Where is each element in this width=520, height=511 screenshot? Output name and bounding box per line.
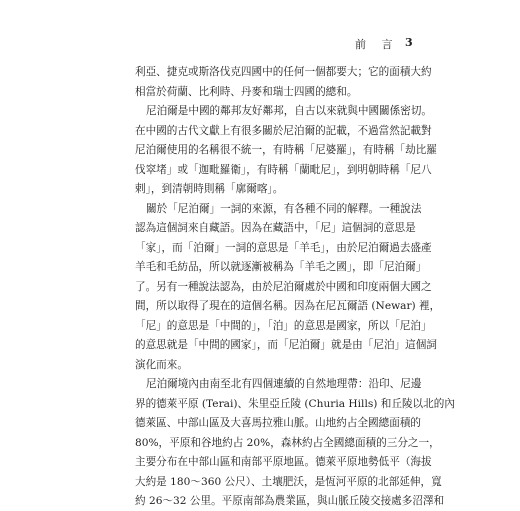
text-line: 德萊區、中部山區及大喜馬拉雅山脈。山地約占全國總面積的 [135,417,422,429]
text-line: 的意思就是「中間的國家」，而「尼泊爾」就是由「尼泊」這個詞 [135,339,437,351]
text-line: 80%，平原和谷地約占 20%，森林約占全國總面積的三分之一， [135,436,440,449]
text-line: 大約是 180～360 公尺）、土壤肥沃，是恆河平原的北部延伸，寬 [135,475,442,488]
text-line: 尼泊爾境內由南至北有四個連續的自然地理帶：沿印、尼邊 [146,378,422,390]
text-line: 剌」，到清朝時則稱「廓爾喀」。 [135,183,284,195]
page-number: 3 [405,36,413,49]
text-line: 在中國的古代文獻上有很多關於尼泊爾的記載，不過當然記載對 [135,124,432,137]
text-line: 伐窣堵」或「迦毗羅衛」，有時稱「蘭毗尼」，到明朝時稱「尼八 [135,163,432,176]
text-line: 主要分布在中部山區和南部平原地區。德萊平原地勢低平（海拔 [135,456,432,468]
running-header-title: 前 言 [355,38,399,51]
text-line: 利亞、捷克或斯洛伐克四國中的任何一個都要大；它的面積大約 [135,66,432,78]
text-line: 尼泊爾是中國的鄰邦友好鄰邦，自古以來就與中國關係密切。 [146,105,433,117]
running-header [0,36,520,52]
text-line: 認為這個詞來自藏語。因為在藏語中，「尼」這個詞的意思是 [135,222,416,234]
text-line: 相當於荷蘭、比利時、丹麥和瑞士四國的總和。 [135,85,358,98]
text-line: 了。另有一種說法認為，由於尼泊爾處於中國和印度兩個大國之 [135,280,432,293]
text-line: 「家」，而「泊爾」一詞的意思是「羊毛」，由於尼泊爾過去盛產 [135,241,432,254]
text-line: 界的德萊平原 (Terai)、朱里亞丘陵 (Churia Hills) 和丘陵以北的內 [135,397,455,410]
text-line: 「尼」的意思是「中間的」，「泊」的意思是國家，所以「尼泊」 [135,319,432,332]
text-line: 羊毛和毛紡品，所以就逐漸被稱為「羊毛之國」，即「尼泊爾」 [135,261,427,273]
text-line: 間，所以取得了現在的這個名稱。因為在尼瓦爾語 (Newar) 裡， [135,300,441,312]
text-line: 關於「尼泊爾」一詞的來源，有各種不同的解釋。一種說法 [146,202,422,215]
text-line: 尼泊爾使用的名稱很不統一，有時稱「尼婆羅」，有時稱「劫比羅 [135,144,437,156]
text-line: 演化而來。 [135,358,188,371]
text-line: 約 26～32 公里。平原南部為農業區，與山脈丘陵交接處多沼澤和 [135,495,445,507]
